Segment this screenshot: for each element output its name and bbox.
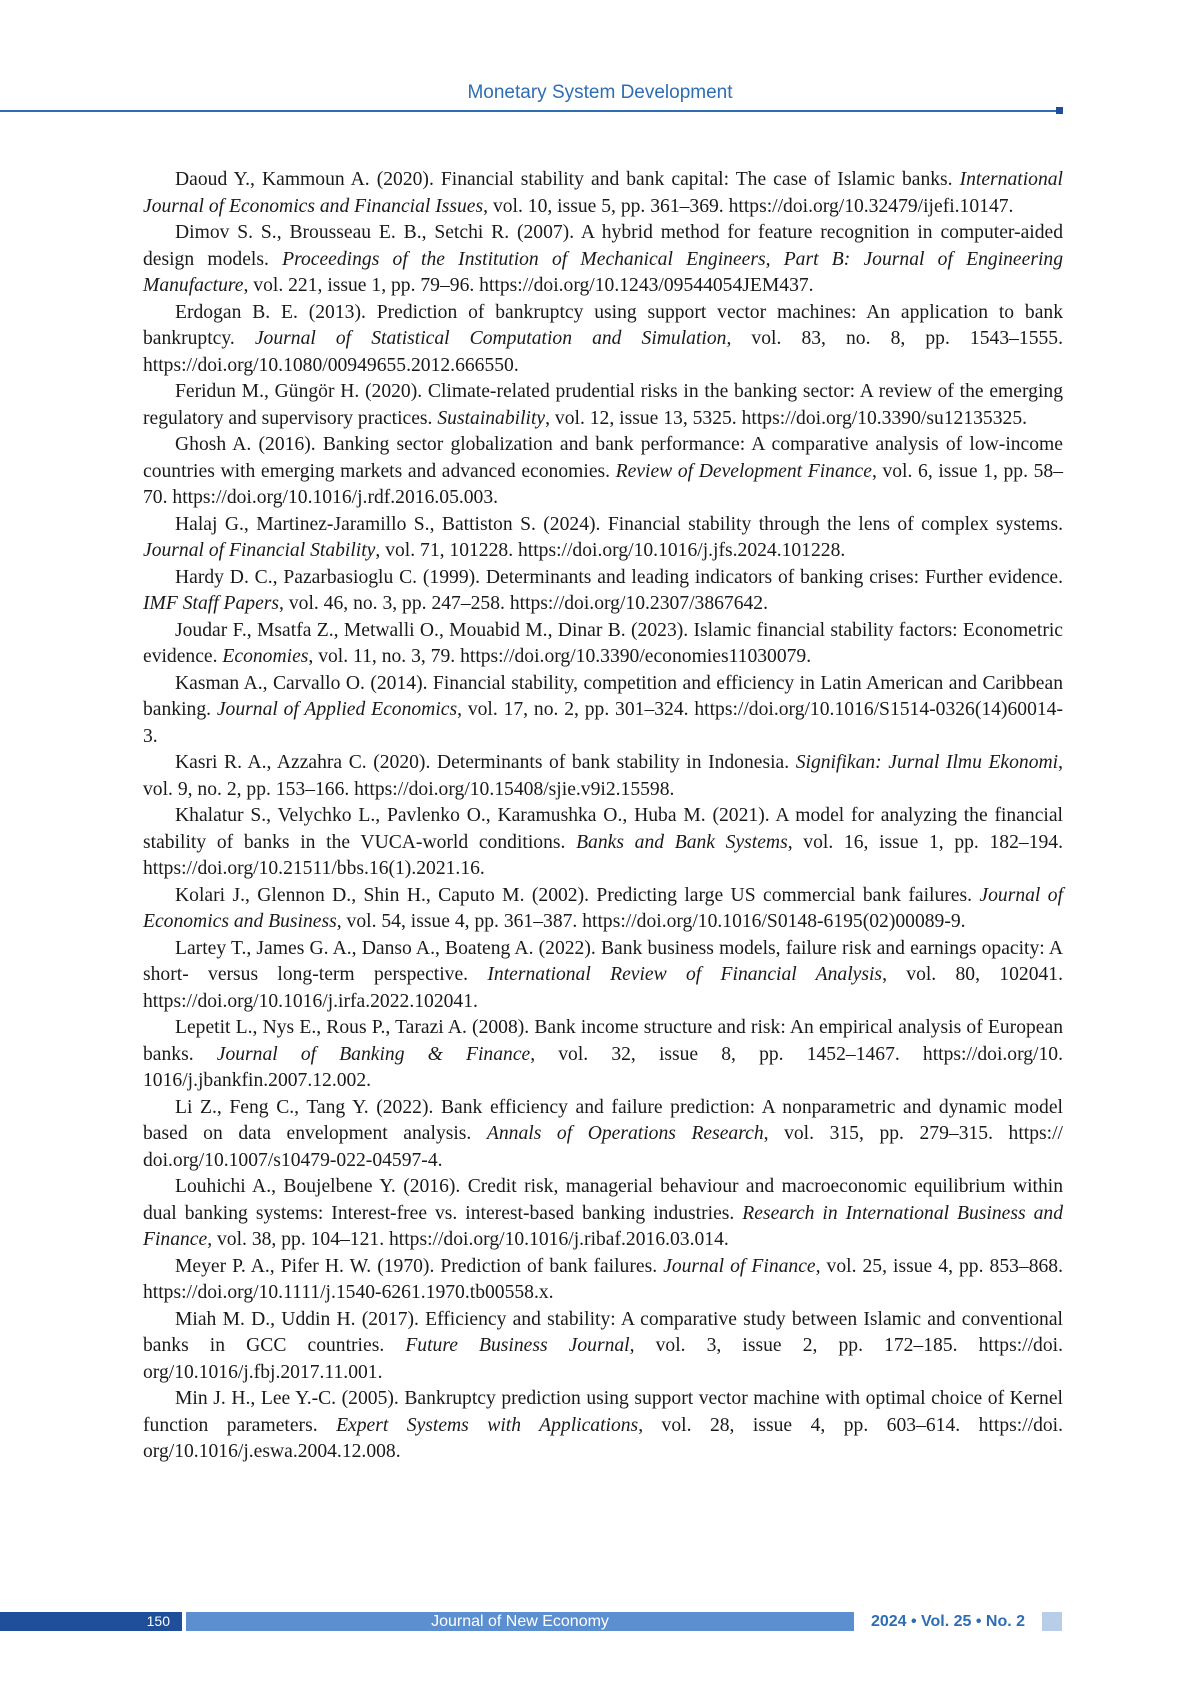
- reference-details: , vol. 28, issue 4, pp. 603–614. https://doi.​org/10.1016/j.eswa.2004.12.008.: [143, 1415, 1063, 1463]
- reference-details: , vol. 46, no. 3, pp. 247–258. https://doi.org/10.2307/3867642.: [279, 593, 768, 614]
- reference-text: Dimov S. S., Brousseau E. B., Setchi R. (2007). A hybrid method for feature recognition in computer-aided design models.: [143, 222, 1063, 270]
- reference-text: Lartey T., James G. A., Danso A., Boateng A. (2022). Bank business models, failure risk and earn­ings opacity: A short- versus long-term perspective.: [143, 938, 1063, 986]
- reference-text: Daoud Y., Kammoun A. (2020). Financial stability and bank capital: The case of Islamic banks.: [175, 169, 960, 190]
- reference-item: [143, 512, 1063, 565]
- reference-details: , vol. 71, 101228. https://doi.org/10.1016/j.jfs.2024.101228.: [375, 540, 845, 561]
- reference-text: Erdogan B. E. (2013). Prediction of bankruptcy using support vector machines: An application to bank bankruptcy.: [143, 302, 1063, 350]
- reference-journal: Journal of Banking & Finance: [217, 1044, 530, 1065]
- reference-item: [143, 618, 1063, 671]
- reference-text: Kasri R. A., Azzahra C. (2020). Determinants of bank stability in Indonesia.: [175, 752, 796, 773]
- reference-journal: Future Business Journal: [405, 1335, 629, 1356]
- reference-item: [143, 1015, 1063, 1095]
- reference-item: [143, 167, 1063, 220]
- reference-text: Meyer P. A., Pifer H. W. (1970). Prediction of bank failures.: [175, 1256, 663, 1277]
- reference-journal: Signifikan: Jurnal Ilmu Ekonomi: [796, 752, 1058, 773]
- reference-list: [143, 167, 1063, 1466]
- reference-text: Miah M. D., Uddin H. (2017). Efficiency and stability: A comparative study between Islamic and conventional banks in GCC countries.: [143, 1309, 1063, 1357]
- reference-text: Kolari J., Glennon D., Shin H., Caputo M. (2002). Predicting large US commercial bank fail­ures.: [175, 885, 979, 906]
- reference-details: , vol. 221, issue 1, pp. 79–96. https://doi.org/10.1243/09544054JEM437.: [244, 275, 814, 296]
- issue-info: 2024 • Vol. 25 • No. 2: [858, 1612, 1038, 1631]
- journal-name: Journal of New Economy: [186, 1612, 854, 1631]
- reference-details: , vol. 6, issue 1, pp. 58–70. https://doi.org/10.1016/j.rdf.2016.05.003.: [143, 461, 1063, 509]
- reference-text: Lepetit L., Nys E., Rous P., Tarazi A. (2008). Bank income structure and risk: An empirical analysis of European banks.: [143, 1017, 1063, 1065]
- reference-item: [143, 379, 1063, 432]
- reference-journal: Journal of Financial Stability: [143, 540, 375, 561]
- reference-journal: IMF Staff Papers: [143, 593, 279, 614]
- reference-details: , vol. 32, issue 8, pp. 1452–1467. https://doi.org/10.​1016/j.jbankfin.2007.12.002.: [143, 1044, 1063, 1092]
- reference-journal: Annals of Operations Research: [487, 1123, 764, 1144]
- reference-details: , vol. 80, 102041. https://doi.org/10.1016/j.irfa.2022.102041.: [143, 964, 1063, 1012]
- reference-text: Ghosh A. (2016). Banking sector globalization and bank performance: A comparative analysis of low-income countries with emerging markets and advanced economies.: [143, 434, 1063, 482]
- reference-journal: Review of Development Fi­nance: [616, 461, 872, 482]
- reference-journal: International Review of Financial Analysis: [487, 964, 882, 985]
- reference-details: , vol. 11, no. 3, 79. https://doi.org/10.3390/economies11030079.: [308, 646, 811, 667]
- reference-text: Min J. H., Lee Y.-C. (2005). Bankruptcy prediction using support vector machine with optimal choice of Kernel function parameters.: [143, 1388, 1063, 1436]
- reference-item: [143, 883, 1063, 936]
- reference-item: [143, 1095, 1063, 1175]
- reference-journal: Journal of Economics and Business: [143, 885, 1063, 933]
- reference-text: Joudar F., Msatfa Z., Metwalli O., Mouabid M., Dinar B. (2023). Islamic financial stability factors: Econometric evidence.: [143, 620, 1063, 668]
- running-header-title: Monetary System Development: [0, 82, 1200, 104]
- reference-details: , vol. 16, issue 1, pp. 182–194. https://doi.org/10.21511/bbs.16(1).2021.16.: [143, 832, 1063, 880]
- reference-item: [143, 671, 1063, 751]
- reference-item: [143, 750, 1063, 803]
- reference-journal: Journal of Applied Economics: [217, 699, 457, 720]
- reference-item: [143, 565, 1063, 618]
- reference-details: , vol. 12, issue 13, 5325. https://doi.​org/10.3390/su12135325.: [545, 408, 1027, 429]
- reference-journal: Sustainability: [437, 408, 545, 429]
- reference-details: , vol. 315, pp. 279–315. https://​doi.org/10.1007/s10479-022-04597-4.: [143, 1123, 1063, 1171]
- reference-journal: Journal of Finance: [663, 1256, 815, 1277]
- reference-item: [143, 300, 1063, 380]
- footer-square-marker: [1042, 1612, 1062, 1631]
- reference-details: , vol. 54, issue 4, pp. 361–387. https://doi.org/10.1016/S0148-​6195(02)00089-9.: [337, 911, 966, 932]
- reference-journal: Banks and Bank Systems: [576, 832, 788, 853]
- reference-journal: Economies: [222, 646, 308, 667]
- reference-text: Louhichi A., Boujelbene Y. (2016). Credit risk, managerial behaviour and macroeconomic equilib­rium within dual banking systems: Interest-free vs. interest-based banking industries.: [143, 1176, 1063, 1224]
- reference-text: Hardy D. C., Pazarbasioglu C. (1999). Determinants and leading indicators of banking crises: Further evidence.: [175, 567, 1063, 588]
- reference-journal: Expert Systems with Applications: [336, 1415, 638, 1436]
- reference-details: , vol. 3, issue 2, pp. 172–185. https://doi.​org/10.1016/j.fbj.2017.11.001.: [143, 1335, 1063, 1383]
- reference-journal: Proceedings of the Institution of Mechanical Engineers, Part B: Journal of Engineering Manufacture: [143, 249, 1063, 297]
- reference-journal: Inter­national Journal of Economics and Financial Issues: [143, 169, 1063, 217]
- reference-item: [143, 1307, 1063, 1387]
- reference-text: Feridun M., Güngör H. (2020). Climate-related prudential risks in the banking sector: A review of the emerging regulatory and supervisory practices.: [143, 381, 1063, 429]
- reference-item: [143, 1174, 1063, 1254]
- reference-text: Li Z., Feng C., Tang Y. (2022). Bank efficiency and failure prediction: A nonparametric and dynamic model based on data envelopment analysis.: [143, 1097, 1063, 1145]
- reference-details: , vol. 17, no. 2, pp. 301–324. https://doi.org/10.1016/​S1514-0326(14)60014-3.: [143, 699, 1063, 747]
- reference-journal: Research in Inter­national Business and Finance: [143, 1203, 1063, 1251]
- header-rule-end-marker: [1056, 107, 1063, 114]
- reference-details: , vol. 25, issue 4, pp. 853–868. https://doi.org/10.1111/j.1540-6261.1970.tb00558.x.: [143, 1256, 1063, 1304]
- reference-details: , vol. 83, no. 8, pp. 1543–1555. https://doi.org/10.1080/00949655.2012.666550.: [143, 328, 1063, 376]
- reference-details: , vol. 38, pp. 104–121. https://doi.org/10.1016/j.ribaf.2016.03.014.: [207, 1229, 729, 1250]
- reference-journal: Journal of Statistical Computation and Simulation: [255, 328, 727, 349]
- reference-item: [143, 1254, 1063, 1307]
- reference-item: [143, 936, 1063, 1016]
- reference-text: Halaj G., Martinez-Jaramillo S., Battiston S. (2024). Financial stability through the lens of complex systems.: [175, 514, 1063, 535]
- reference-item: [143, 803, 1063, 883]
- page-footer: [0, 1612, 1200, 1631]
- reference-details: , vol. 10, issue 5, pp. 361–369. https://doi.org/10.32479/​ijefi.10147.: [483, 196, 1013, 217]
- reference-item: [143, 432, 1063, 512]
- header-rule: [0, 110, 1058, 112]
- reference-text: Khalatur S., Velychko L., Pavlenko O., Karamushka O., Huba M. (2021). A model for analyzing the financial stability of banks in the VUCA-world conditions.: [143, 805, 1063, 853]
- reference-item: [143, 1386, 1063, 1466]
- page-number: 150: [0, 1612, 182, 1631]
- reference-item: [143, 220, 1063, 300]
- reference-details: , vol. 9, no. 2, pp. 153–166. https://doi.org/10.15408/sjie.v9i2.15598.: [143, 752, 1063, 800]
- reference-text: Kasman A., Carvallo O. (2014). Financial stability, competition and efficiency in Latin American and Caribbean banking.: [143, 673, 1063, 721]
